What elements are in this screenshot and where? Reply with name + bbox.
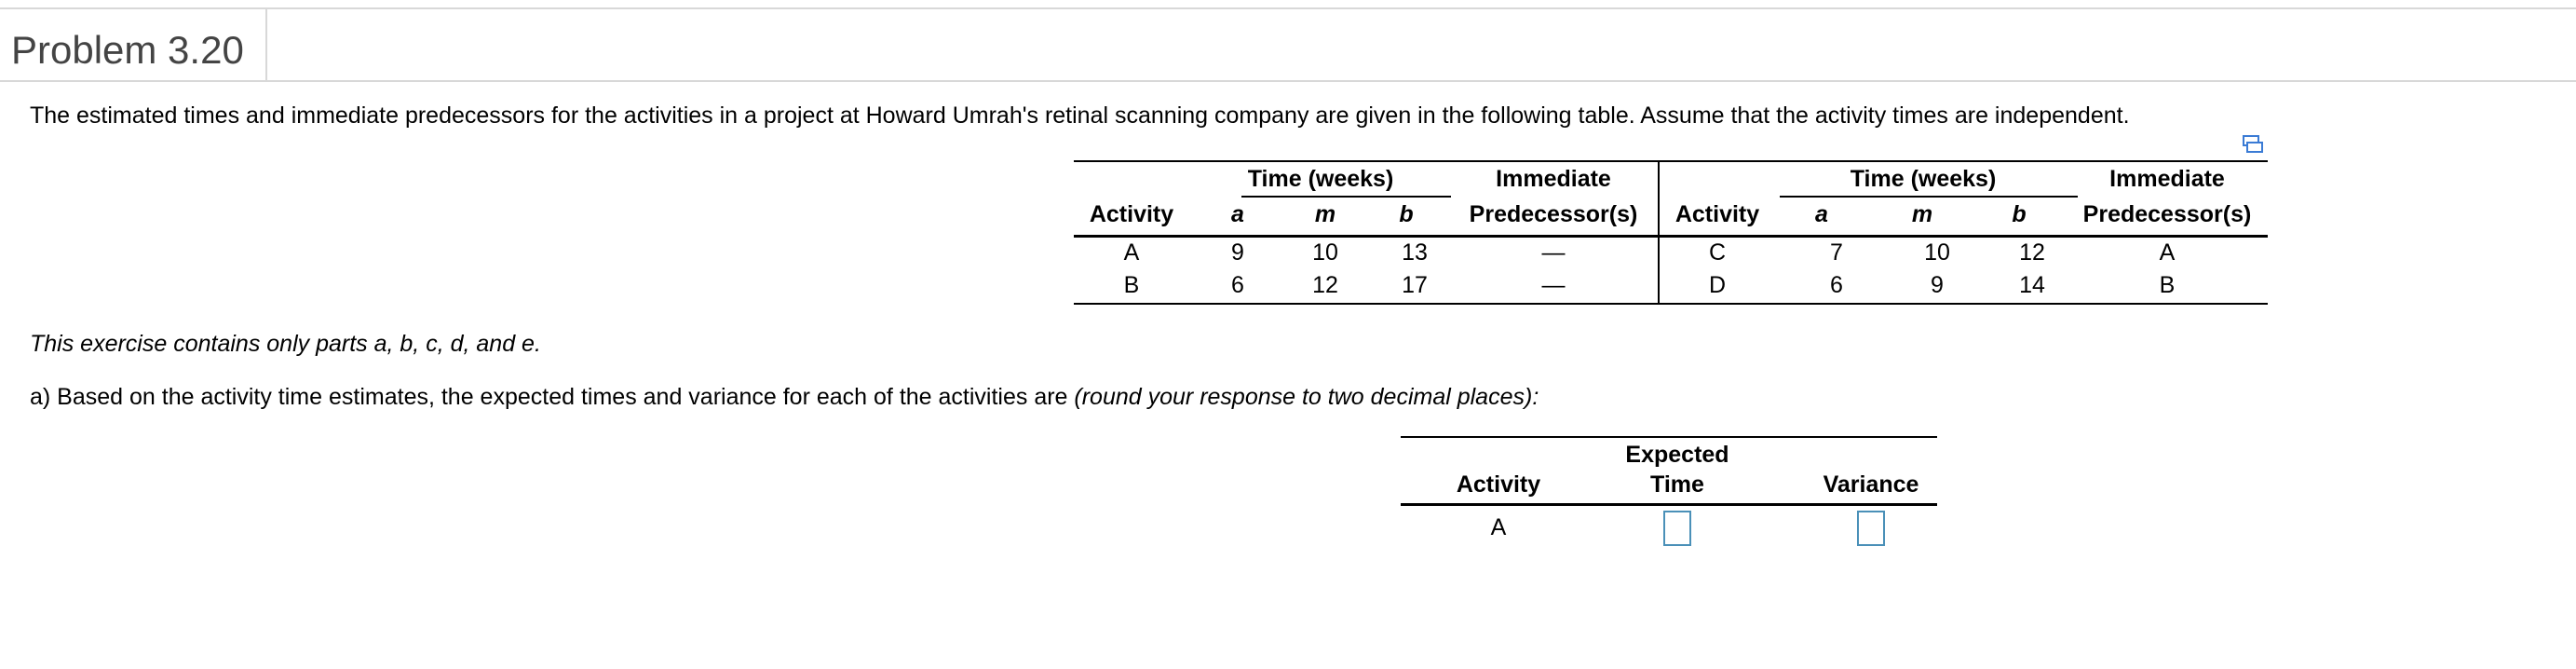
a-header-right: a	[1815, 201, 1828, 227]
part-a-question	[30, 384, 1539, 411]
table-cell: A	[2159, 239, 2176, 266]
page-title: Problem 3.20	[11, 28, 244, 72]
header-top-divider	[0, 7, 2576, 9]
expected-time-input-a[interactable]	[1663, 511, 1691, 546]
table-cell: 9	[1931, 272, 1944, 298]
table-bottom-rule	[1074, 303, 2268, 305]
answer-table-top-rule	[1401, 436, 1937, 438]
variance-input-a[interactable]	[1857, 511, 1885, 546]
activity-header: Activity	[1456, 471, 1541, 498]
m-header-left: m	[1314, 201, 1336, 227]
table-cell: 7	[1830, 239, 1843, 266]
table-cell: A	[1123, 239, 1140, 266]
time-weeks-header-right: Time (weeks)	[1850, 166, 1997, 192]
table-cell: —	[1541, 272, 1566, 298]
b-header-left: b	[1399, 201, 1414, 227]
m-header-right: m	[1911, 201, 1933, 227]
table-cell: C	[1708, 239, 1727, 266]
table-cell: 12	[2019, 239, 2045, 266]
predecessors-header-left: Predecessor(s)	[1469, 201, 1638, 227]
table-cell: 14	[2019, 272, 2045, 298]
activity-header-right: Activity	[1674, 201, 1760, 227]
table-cell: 17	[1402, 272, 1428, 298]
expand-table-icon[interactable]	[2243, 135, 2263, 154]
expected-header-line1: Expected	[1625, 442, 1729, 468]
table-cell: 6	[1830, 272, 1843, 298]
part-a-text: a) Based on the activity time estimates, the expected times and variance for each of the activities are	[30, 384, 1075, 410]
variance-header: Variance	[1823, 471, 1919, 498]
immediate-header-right: Immediate	[2109, 166, 2225, 192]
time-group-underline-right	[1780, 196, 2078, 198]
answer-row-activity: A	[1490, 514, 1507, 540]
table-top-rule	[1074, 160, 2268, 162]
title-box	[0, 9, 267, 80]
table-center-divider	[1658, 160, 1660, 305]
intro-text: The estimated times and immediate predecessors for the activities in a project at Howard Umrah's retinal scanning company are given in the following table. Assume that the activity times are independent.	[30, 102, 2130, 129]
table-cell: 12	[1312, 272, 1338, 298]
table-cell: B	[1123, 272, 1140, 298]
answer-table	[1401, 436, 1937, 557]
answer-table-header-rule	[1401, 503, 1937, 506]
table-cell: D	[1708, 272, 1727, 298]
expected-header-line2: Time	[1650, 471, 1704, 498]
b-header-right: b	[2012, 201, 2027, 227]
time-weeks-header-left: Time (weeks)	[1247, 166, 1394, 192]
table-cell: B	[2159, 272, 2176, 298]
a-header-left: a	[1231, 201, 1244, 227]
part-a-hint: (round your response to two decimal places):	[1074, 384, 1539, 410]
immediate-header-left: Immediate	[1496, 166, 1611, 192]
table-cell: 13	[1402, 239, 1428, 266]
table-cell: 9	[1231, 239, 1244, 266]
activity-header-left: Activity	[1089, 201, 1174, 227]
table-cell: 10	[1924, 239, 1950, 266]
activity-times-table	[1074, 160, 2268, 305]
header-bottom-divider	[0, 80, 2576, 82]
table-cell: 6	[1231, 272, 1244, 298]
table-cell: —	[1541, 239, 1566, 266]
parts-note: This exercise contains only parts a, b, c, d, and e.	[30, 331, 541, 357]
time-group-underline-left	[1241, 196, 1451, 198]
table-cell: 10	[1312, 239, 1338, 266]
header-bottom-rule	[1074, 235, 2268, 238]
predecessors-header-right: Predecessor(s)	[2082, 201, 2252, 227]
